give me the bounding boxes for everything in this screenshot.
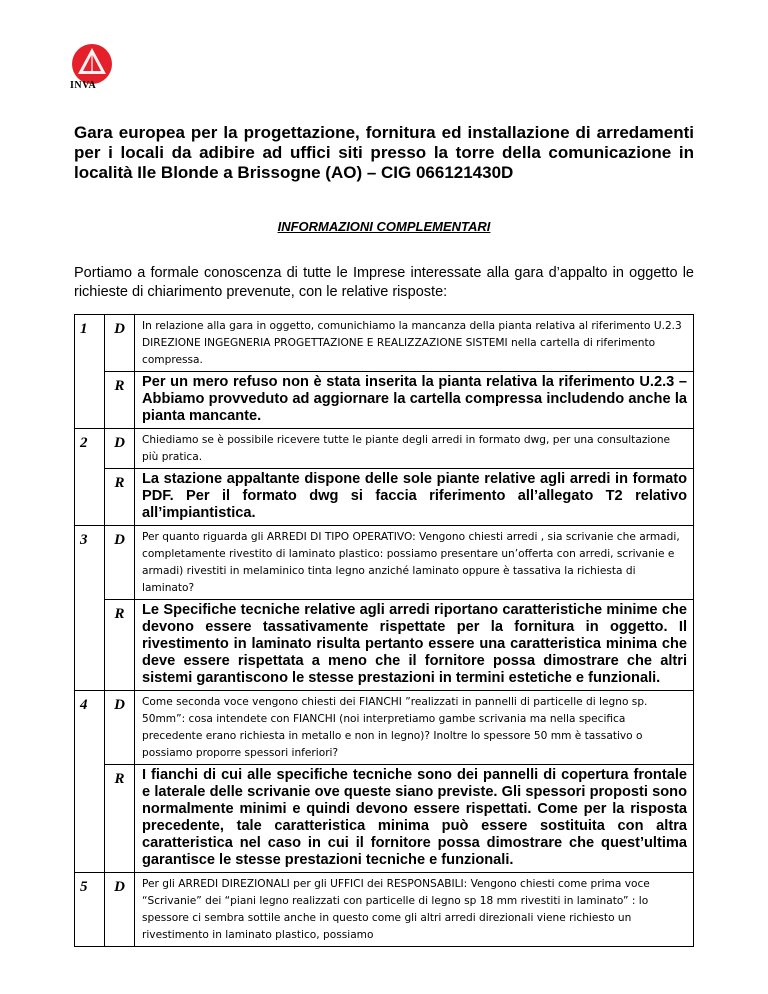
item-number: 4 xyxy=(75,691,105,873)
answer-text: La stazione appaltante dispone delle sole piante relative agli arredi in formato PDF. Per il formato dwg si faccia riferimento all’allegato T2 relativo all’impiantistica. xyxy=(135,469,694,526)
item-number: 1 xyxy=(75,315,105,429)
answer-text: I fianchi di cui alle specifiche tecniche sono dei pannelli di copertura frontale e laterale delle scrivanie ove queste siano previste. Gli spessori proposti sono normalmente minimi e quindi devono essere rispettati. Come per la risposta precedente, tale caratteristica minima può essere sostituita con altra caratteristica nel caso in cui il fornitore possa dimostrare che quest’ultima garantisce le stesse prestazioni tecniche e funzionali. xyxy=(135,765,694,873)
table-row xyxy=(75,526,694,600)
item-number: 2 xyxy=(75,429,105,526)
table-row xyxy=(75,469,694,526)
table-row xyxy=(75,765,694,873)
table-row xyxy=(75,315,694,372)
question-tag: D xyxy=(105,526,135,600)
logo-text: INVA xyxy=(70,80,97,91)
table-row xyxy=(75,372,694,429)
answer-tag: R xyxy=(105,372,135,429)
table-row xyxy=(75,600,694,691)
intro-paragraph: Portiamo a formale conoscenza di tutte le Imprese interessate alla gara d’appalto in oggetto le richieste di chiarimento prevenute, con le relative risposte: xyxy=(74,265,694,300)
item-number: 3 xyxy=(75,526,105,691)
document-subtitle: INFORMAZIONI COMPLEMENTARI xyxy=(277,219,491,234)
document-title: Gara europea per la progettazione, fornitura ed installazione di arredamenti per i locali da adibire ad uffici siti presso la torre della comunicazione in località Ile Blonde a Brissogne (AO) – CIG 066121430D xyxy=(74,123,694,182)
question-tag: D xyxy=(105,315,135,372)
answer-tag: R xyxy=(105,765,135,873)
item-number: 5 xyxy=(75,873,105,947)
question-text: Per quanto riguarda gli ARREDI DI TIPO OPERATIVO: Vengono chiesti arredi , sia scrivanie che armadi, completamente rivestito di laminato plastico: possiamo presentare un’offerta con arredi, scrivanie e armadi) rivestiti in melaminico tinta legno anziché laminato oppure è tassativa la richiesta di laminato? xyxy=(135,526,694,600)
question-text: In relazione alla gara in oggetto, comunichiamo la mancanza della pianta relativa al riferimento U.2.3 DIREZIONE INGEGNERIA PROGETTAZIONE E REALIZZAZIONE SISTEMI nella cartella di riferimento compressa. xyxy=(135,315,694,372)
qa-table xyxy=(74,314,694,947)
answer-text: Per un mero refuso non è stata inserita la pianta relativa la riferimento U.2.3 – Abbiamo provveduto ad aggiornare la cartella compressa includendo anche la pianta mancante. xyxy=(135,372,694,429)
question-tag: D xyxy=(105,429,135,469)
table-row xyxy=(75,691,694,765)
question-text: Chiediamo se è possibile ricevere tutte le piante degli arredi in formato dwg, per una consultazione più pratica. xyxy=(135,429,694,469)
answer-tag: R xyxy=(105,469,135,526)
answer-tag: R xyxy=(105,600,135,691)
question-tag: D xyxy=(105,691,135,765)
question-text: Come seconda voce vengono chiesti dei FIANCHI ”realizzati in pannelli di particelle di legno sp. 50mm”: cosa intendete con FIANCHI (noi interpretiamo gambe scrivania ma nella specifica precedente erano richiesta in metallo e non in legno)? Inoltre lo spessore 50 mm è tassativo o possiamo proporre spessori inferiori? xyxy=(135,691,694,765)
question-text: Per gli ARREDI DIREZIONALI per gli UFFICI dei RESPONSABILI: Vengono chiesti come prima voce “Scrivanie” dei “piani legno realizzati con particelle di legno sp 18 mm rivestiti in laminato” : lo spessore ci sembra sottile anche in questo come gli altri arredi direzionali viene richiesto un rivestimento in laminato plastico, possiamo xyxy=(135,873,694,947)
table-row xyxy=(75,429,694,469)
table-row xyxy=(75,873,694,947)
answer-text: Le Specifiche tecniche relative agli arredi riportano caratteristiche minime che devono essere tassativamente rispettate per la fornitura in oggetto. Il rivestimento in laminato risulta pertanto essere una caratteristica minima che deve essere rispettata a meno che il fornitore possa dimostrare che altri sistemi garantiscono le stesse prestazioni in termini estetiche e funzionali. xyxy=(135,600,694,691)
question-tag: D xyxy=(105,873,135,947)
